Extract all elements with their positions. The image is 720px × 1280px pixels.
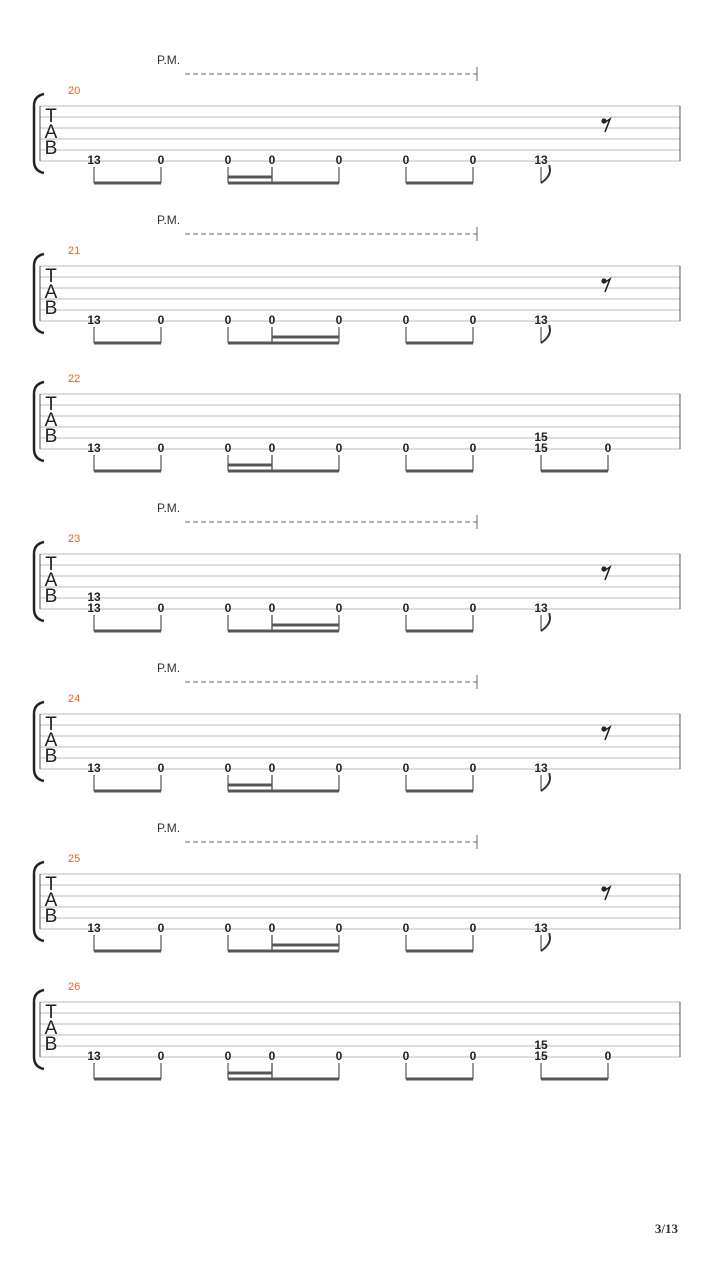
tab-letter-b: B [44,906,58,927]
tab-letter-a: A [44,1018,58,1039]
tab-letter-a: A [44,282,58,303]
beam [228,950,272,953]
sixteenth-beam [272,336,339,339]
fret-number: 0 [268,1049,276,1063]
beam [94,1078,161,1081]
fret-number: 0 [224,1049,232,1063]
palm-mute-label: P.M. [157,53,181,67]
beam [406,790,473,793]
beam [406,630,473,633]
fret-number: 0 [402,313,410,327]
tab-letter-a: A [44,122,58,143]
fret-number: 13 [87,921,101,935]
measure-number: 22 [68,373,81,385]
fret-number: 13 [534,601,548,615]
beam [272,950,339,953]
fret-number: 0 [268,601,276,615]
fret-number: 15 [534,1049,548,1063]
fret-number: 15 [534,441,548,455]
beam [94,182,161,185]
fret-number: 15 [534,430,548,444]
measure-number: 21 [68,245,81,257]
tab-system [34,213,680,345]
eighth-flag [541,933,550,951]
tab-system [34,501,680,633]
eighth-flag [541,613,550,631]
beam [406,470,473,473]
beam [228,630,272,633]
beam [228,182,272,185]
fret-number: 0 [402,441,410,455]
fret-number: 0 [335,441,343,455]
beam [406,1078,473,1081]
measure-number: 24 [68,693,81,705]
beam [541,1078,608,1081]
eighth-flag [541,325,550,343]
tab-letter-b: B [44,586,58,607]
palm-mute-label: P.M. [157,821,181,835]
measure-number: 25 [68,853,81,865]
tab-letter-b: B [44,1034,58,1055]
eighth-flag [541,165,550,183]
palm-mute-label: P.M. [157,661,181,675]
palm-mute-label: P.M. [157,501,181,515]
fret-number: 0 [402,601,410,615]
fret-number: 13 [534,921,548,935]
fret-number: 13 [534,313,548,327]
page-number: 3/13 [654,1221,678,1236]
fret-number: 0 [469,921,477,935]
tab-letter-t: T [45,714,57,735]
measure-number: 20 [68,85,81,97]
fret-number: 0 [268,761,276,775]
sixteenth-beam [272,944,339,947]
beam [94,342,161,345]
beam [272,1078,339,1081]
measure-number: 26 [68,981,81,993]
fret-number: 0 [335,313,343,327]
tab-letter-b: B [44,138,58,159]
tab-system [34,981,680,1081]
tab-letter-b: B [44,298,58,319]
fret-number: 13 [87,761,101,775]
fret-number: 0 [268,153,276,167]
fret-number: 0 [469,313,477,327]
fret-number: 0 [157,921,165,935]
sixteenth-beam [228,1072,272,1075]
beam [94,630,161,633]
fret-number: 13 [87,601,101,615]
sixteenth-beam [228,784,272,787]
fret-number: 0 [268,313,276,327]
fret-number: 0 [224,441,232,455]
fret-number: 0 [224,761,232,775]
beam [406,182,473,185]
fret-number: 0 [157,761,165,775]
tab-letter-t: T [45,874,57,895]
fret-number: 0 [157,153,165,167]
beam [94,950,161,953]
beam [406,342,473,345]
fret-number: 0 [335,921,343,935]
eighth-flag [541,773,550,791]
tab-letter-b: B [44,746,58,767]
tab-letter-a: A [44,410,58,431]
fret-number: 0 [402,921,410,935]
tab-system [34,661,680,793]
beam [94,790,161,793]
beam [228,1078,272,1081]
tab-system [34,53,680,185]
beam [228,342,272,345]
fret-number: 0 [157,601,165,615]
beam [272,182,339,185]
fret-number: 0 [335,601,343,615]
sixteenth-beam [228,176,272,179]
tab-letter-t: T [45,554,57,575]
beam [272,342,339,345]
tab-letter-b: B [44,426,58,447]
tab-letter-a: A [44,890,58,911]
fret-number: 0 [335,153,343,167]
fret-number: 0 [469,601,477,615]
fret-number: 0 [224,601,232,615]
fret-number: 0 [604,1049,612,1063]
fret-number: 0 [157,1049,165,1063]
tab-letter-t: T [45,106,57,127]
fret-number: 0 [335,761,343,775]
tab-letter-a: A [44,570,58,591]
beam [272,630,339,633]
fret-number: 15 [534,1038,548,1052]
fret-number: 13 [87,1049,101,1063]
tab-letter-t: T [45,394,57,415]
fret-number: 0 [268,921,276,935]
tab-system [34,821,680,953]
beam [94,470,161,473]
fret-number: 0 [469,761,477,775]
tab-letter-t: T [45,1002,57,1023]
sixteenth-beam [272,624,339,627]
beam [541,470,608,473]
fret-number: 0 [224,921,232,935]
fret-number: 0 [224,153,232,167]
fret-number: 13 [534,153,548,167]
fret-number: 13 [87,590,101,604]
fret-number: 0 [469,1049,477,1063]
fret-number: 0 [604,441,612,455]
fret-number: 13 [87,153,101,167]
fret-number: 0 [402,153,410,167]
fret-number: 13 [87,313,101,327]
fret-number: 0 [157,313,165,327]
beam [272,470,339,473]
beam [228,470,272,473]
tab-system [34,373,680,473]
beam [406,950,473,953]
tab-letter-a: A [44,730,58,751]
palm-mute-label: P.M. [157,213,181,227]
fret-number: 13 [534,761,548,775]
fret-number: 0 [469,441,477,455]
fret-number: 13 [87,441,101,455]
fret-number: 0 [335,1049,343,1063]
beam [272,790,339,793]
fret-number: 0 [224,313,232,327]
beam [228,790,272,793]
measure-number: 23 [68,533,81,545]
fret-number: 0 [157,441,165,455]
tab-letter-t: T [45,266,57,287]
fret-number: 0 [402,761,410,775]
fret-number: 0 [268,441,276,455]
sixteenth-beam [228,464,272,467]
fret-number: 0 [402,1049,410,1063]
fret-number: 0 [469,153,477,167]
